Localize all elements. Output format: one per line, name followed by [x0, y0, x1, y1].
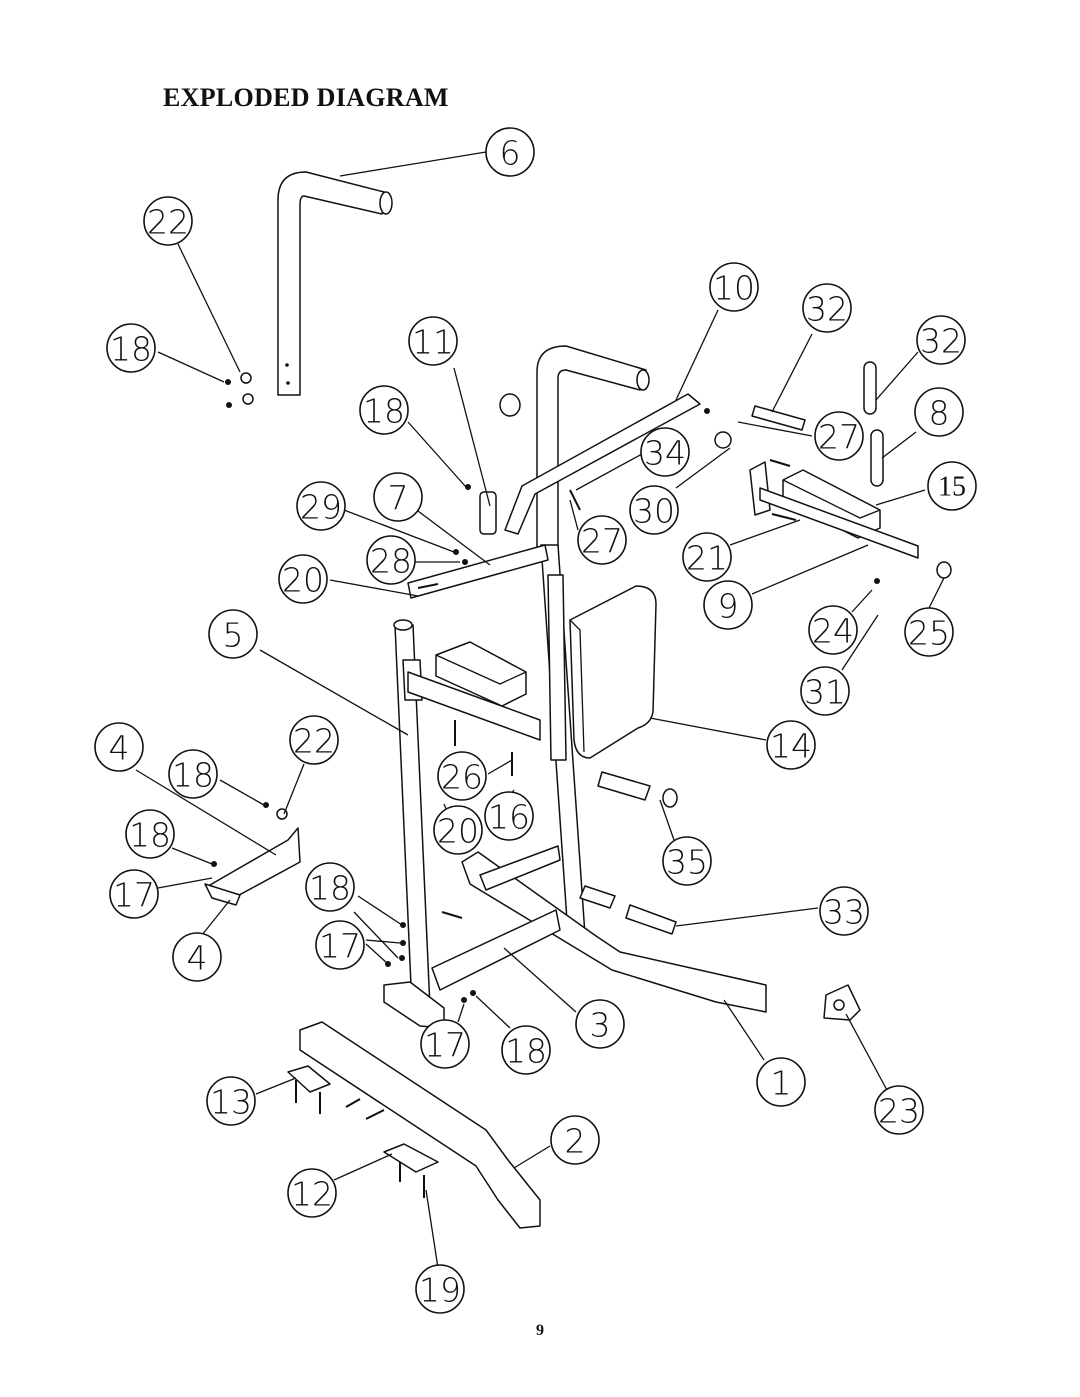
callout-18	[169, 750, 217, 798]
callout-number: 15	[938, 471, 966, 503]
callout-22	[144, 197, 192, 245]
callout-number: 4	[108, 728, 130, 768]
callout-11	[409, 317, 457, 365]
callout-number: 24	[812, 611, 854, 651]
callout-1	[757, 1058, 805, 1106]
callout-number: 27	[581, 521, 623, 561]
callout-34	[641, 428, 689, 476]
callout-number: 8	[928, 393, 950, 433]
part-5-upright-frame	[394, 545, 585, 1008]
callout-26	[438, 752, 486, 800]
callout-35	[663, 837, 711, 885]
callout-23	[875, 1086, 923, 1134]
part-4-bracket	[205, 828, 300, 905]
callout-number: 20	[437, 811, 479, 851]
callout-number: 32	[920, 321, 962, 361]
page-number: 9	[536, 1322, 544, 1339]
callout-number: 14	[770, 726, 812, 766]
callout-18	[306, 863, 354, 911]
callout-number: 31	[804, 672, 846, 712]
part-23-foot-cap	[824, 985, 860, 1020]
callout-25	[905, 608, 953, 656]
callout-number: 17	[424, 1025, 466, 1065]
callout-6	[486, 128, 534, 176]
callout-number: 9	[717, 586, 739, 626]
callout-number: 26	[441, 757, 483, 797]
callout-4	[95, 723, 143, 771]
tubes-33-35	[580, 772, 677, 934]
callout-number: 7	[387, 478, 409, 518]
callout-14	[767, 721, 815, 769]
callout-7	[374, 473, 422, 521]
callout-number: 25	[908, 613, 950, 653]
callout-32	[917, 316, 965, 364]
callout-number: 17	[319, 926, 361, 966]
callout-number: 34	[644, 433, 686, 473]
callout-number: 18	[363, 391, 405, 431]
callout-5	[209, 610, 257, 658]
callout-16	[485, 792, 533, 840]
callout-4	[173, 933, 221, 981]
callout-3	[576, 1000, 624, 1048]
callout-33	[820, 887, 868, 935]
callout-number: 20	[282, 560, 324, 600]
callout-17	[421, 1020, 469, 1068]
callout-number: 30	[633, 491, 675, 531]
callout-number: 19	[419, 1270, 461, 1310]
callout-number: 16	[488, 797, 530, 837]
callout-17	[316, 921, 364, 969]
armrest-pad	[408, 642, 540, 740]
callout-2	[551, 1116, 599, 1164]
callout-15	[928, 462, 976, 510]
callout-28	[367, 536, 415, 584]
callout-12	[288, 1169, 336, 1217]
callout-number: 6	[499, 133, 521, 173]
callout-number: 18	[129, 815, 171, 855]
callout-27	[578, 516, 626, 564]
callout-20	[434, 806, 482, 854]
part-6-upper-tube	[278, 172, 392, 395]
callout-32	[803, 284, 851, 332]
page-title: EXPLODED DIAGRAM	[163, 83, 449, 112]
callout-18	[502, 1026, 550, 1074]
callout-number: 13	[210, 1082, 252, 1122]
callout-number: 11	[412, 322, 454, 362]
callout-number: 2	[564, 1121, 586, 1161]
callout-number: 21	[686, 538, 728, 578]
callout-number: 18	[110, 329, 152, 369]
callout-22	[290, 716, 338, 764]
callout-number: 29	[300, 487, 342, 527]
part-1-base-tube	[432, 846, 766, 1012]
callout-21	[683, 533, 731, 581]
callout-13	[207, 1077, 255, 1125]
callout-number: 10	[713, 268, 755, 308]
callout-number: 32	[806, 289, 848, 329]
callout-29	[297, 482, 345, 530]
callout-19	[416, 1265, 464, 1313]
callout-number: 17	[113, 875, 155, 915]
part-15-side-pad	[750, 462, 951, 578]
callout-number: 23	[878, 1091, 920, 1131]
callout-number: 33	[823, 892, 865, 932]
callout-20	[279, 555, 327, 603]
callout-number: 27	[818, 417, 860, 457]
callout-number: 28	[370, 541, 412, 581]
callout-number: 18	[309, 868, 351, 908]
callout-24	[809, 606, 857, 654]
callout-number: 18	[505, 1031, 547, 1071]
callout-18	[107, 324, 155, 372]
callout-number: 18	[172, 755, 214, 795]
callout-number: 22	[293, 721, 335, 761]
callout-10	[710, 263, 758, 311]
callout-number: 1	[770, 1063, 792, 1103]
callout-17	[110, 870, 158, 918]
callout-number: 35	[666, 842, 708, 882]
part-14-back-pad	[570, 586, 656, 758]
callout-30	[630, 486, 678, 534]
callout-9	[704, 581, 752, 629]
callout-number: 12	[291, 1174, 333, 1214]
callout-27	[815, 412, 863, 460]
callout-number: 4	[186, 938, 208, 978]
callout-18	[126, 810, 174, 858]
callout-31	[801, 667, 849, 715]
callout-number: 3	[589, 1005, 611, 1045]
callout-number: 22	[147, 202, 189, 242]
callout-18	[360, 386, 408, 434]
callout-number: 5	[222, 615, 244, 655]
callout-8	[915, 388, 963, 436]
